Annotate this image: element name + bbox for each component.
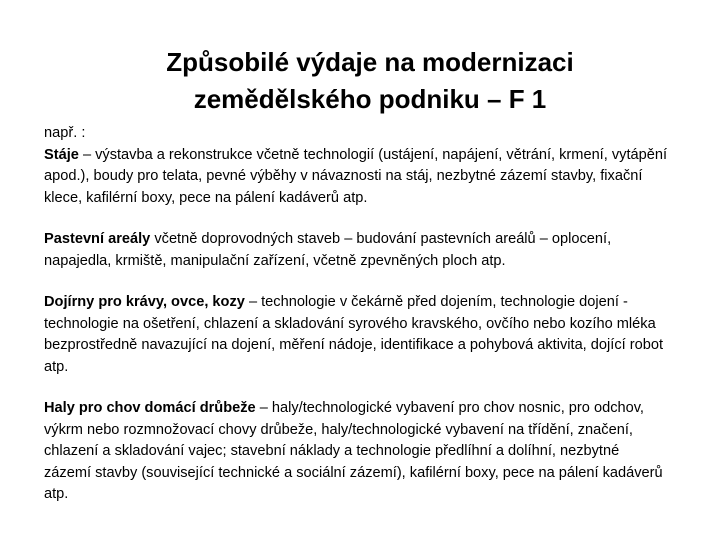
slide-title	[120, 44, 620, 118]
paragraph-text: – výstavba a rekonstrukce včetně technologií (ustájení, napájení, větrání, krmení, vytápění apod.), boudy pro telata, pevné výběhy v návaznosti na stáj, nezbytné zázemí stavby, fixační klece, kafilérní boxy, pece na pálení kadáverů atp.	[44, 146, 668, 206]
paragraph-lead: Dojírny pro krávy, ovce, kozy	[44, 294, 245, 310]
paragraph-poultry-halls	[44, 398, 669, 506]
paragraph-text: včetně doprovodných staveb – budování pastevních areálů – oplocení, napajedla, krmiště, manipulační zařízení, včetně zpevněných ploch atp.	[44, 231, 612, 269]
paragraph-text: – technologie v čekárně před dojením, technologie dojení - technologie na ošetření, chlazení a skladování syrového kravského, ovčího nebo kozího mléka bezprostředně navazující na dojení, měření nádoje, identifikace a pohybová aktivita, dojící robot atp.	[44, 294, 663, 375]
intro-text: např. :	[44, 125, 86, 141]
title-line-2: zemědělského podniku – F 1	[193, 84, 547, 114]
title-line-1: Způsobilé výdaje na modernizaci	[166, 47, 574, 77]
slide-body	[44, 123, 669, 526]
paragraph-stables	[44, 145, 669, 210]
paragraph-pastures	[44, 229, 669, 272]
paragraph-text: – haly/technologické vybavení pro chov nosnic, pro odchov, výkrm nebo rozmnožovací chovy drůbeže, haly/technologické vybavení na třídění, značení, chlazení a skladování vajec; stavební náklady a technologie předlíhní a dolíhní, nezbytné zázemí stavby (související technické a sociální zázemí), kafilérní boxy, pece na pálení kadáverů atp.	[44, 400, 663, 502]
paragraph-lead: Pastevní areály	[44, 231, 151, 247]
paragraph-milking-parlors	[44, 292, 669, 378]
paragraph-lead: Stáje	[44, 146, 79, 163]
paragraph-lead: Haly pro chov domácí drůbeže	[44, 400, 256, 416]
